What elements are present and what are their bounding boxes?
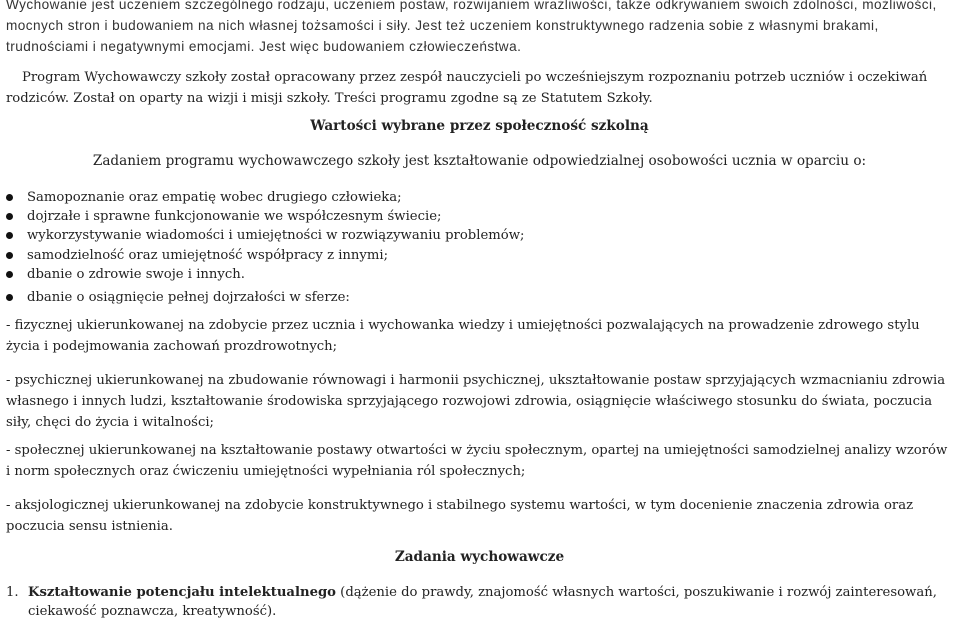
list-item-text: Samopoznanie oraz empatię wobec drugiego człowieka; bbox=[27, 190, 402, 205]
list-item bbox=[27, 265, 524, 284]
list-item-text: dbanie o zdrowie swoje i innych. bbox=[27, 266, 245, 282]
list-item bbox=[6, 583, 951, 621]
sphere-axiological: - aksjologicznej ukierunkowanej na zdobycie konstruktywnego i stabilnego systemu wartości, w tym docenienie znaczenia zdrowia oraz poczucia sensu istnienia. bbox=[6, 498, 914, 534]
tasks-list bbox=[6, 583, 951, 621]
task-title: Kształtowanie potencjału intelektualnego bbox=[28, 585, 336, 600]
sphere-social: - społecznej ukierunkowanej na kształtowanie postawy otwartości w życiu społecznym, opartej na umiejętności samodzielnej analizy wzorów i norm społecznych oraz ćwiczeniu umiejętności wypełniania ról społecznych; bbox=[6, 443, 948, 479]
list-item bbox=[27, 188, 524, 207]
bullet-icon bbox=[6, 252, 13, 259]
program-paragraph: Program Wychowawczy szkoły został opracowany przez zespół nauczycieli po wcześniejszym rozpoznaniu potrzeb uczniów i oczekiwań rodziców. Został on oparty na wizji i misji szkoły. Treści programu zgodne są ze Statutem Szkoły. bbox=[6, 70, 928, 106]
list-item-text: samodzielność oraz umiejętność współpracy z innymi; bbox=[27, 247, 389, 263]
values-heading: Wartości wybrane przez społeczność szkolną bbox=[310, 118, 649, 134]
list-item-text: dojrzałe i sprawne funkcjonowanie we współczesnym świecie; bbox=[27, 209, 442, 225]
goals-list bbox=[27, 188, 524, 307]
bullet-icon bbox=[6, 271, 13, 278]
sphere-psychological: - psychicznej ukierunkowanej na zbudowanie równowagi i harmonii psychicznej, ukształtowanie postaw sprzyjających wzmacnianiu zdrowia własnego i innych ludzi, kształtowanie środowiska sprzyjającego rozwojowi zdrowia, osiągnięcie właściwego stosunku do świata, poczucia siły, chęci do życia i witalności; bbox=[6, 373, 946, 430]
list-item bbox=[27, 226, 524, 245]
bullet-icon bbox=[6, 213, 13, 220]
list-item-text: dbanie o osiągnięcie pełnej dojrzałości w sferze: bbox=[27, 290, 350, 306]
list-item-text: wykorzystywanie wiadomości i umiejętności w rozwiązywaniu problemów; bbox=[27, 228, 525, 244]
task-statement: Zadaniem programu wychowawczego szkoły jest kształtowanie odpowiedzialnej osobowości ucznia w oparciu o: bbox=[92, 153, 867, 169]
list-item bbox=[27, 246, 524, 265]
sphere-physical: - fizycznej ukierunkowanej na zdobycie przez ucznia i wychowanka wiedzy i umiejętności pozwalających na prowadzenie zdrowego stylu życia i podejmowania zachowań prozdrowotnych; bbox=[6, 318, 920, 354]
list-item bbox=[27, 207, 524, 226]
bullet-icon bbox=[6, 232, 13, 239]
bullet-icon bbox=[6, 194, 13, 201]
list-item bbox=[27, 288, 524, 307]
task-description: (dążenie do prawdy, znajomość własnych wartości, poszukiwanie i rozwój zainteresowań, ciekawość poznawcza, kreatywność). bbox=[28, 585, 937, 619]
intro-paragraph: Wychowanie jest uczeniem szczególnego rodzaju, uczeniem postaw, rozwijaniem wrażliwości, także odkrywaniem swoich zdolności, możliwości, mocnych stron i budowaniem na nich własnej tożsamości i siły. Jest też uczeniem konstruktywnego radzenia sobie z własnymi brakami, trudnościami i negatywnymi emocjami. Jest więc budowaniem człowieczeństwa. bbox=[6, 0, 937, 54]
tasks-heading: Zadania wychowawcze bbox=[394, 549, 565, 565]
bullet-icon bbox=[6, 294, 13, 301]
task-number: 1. bbox=[6, 585, 19, 600]
